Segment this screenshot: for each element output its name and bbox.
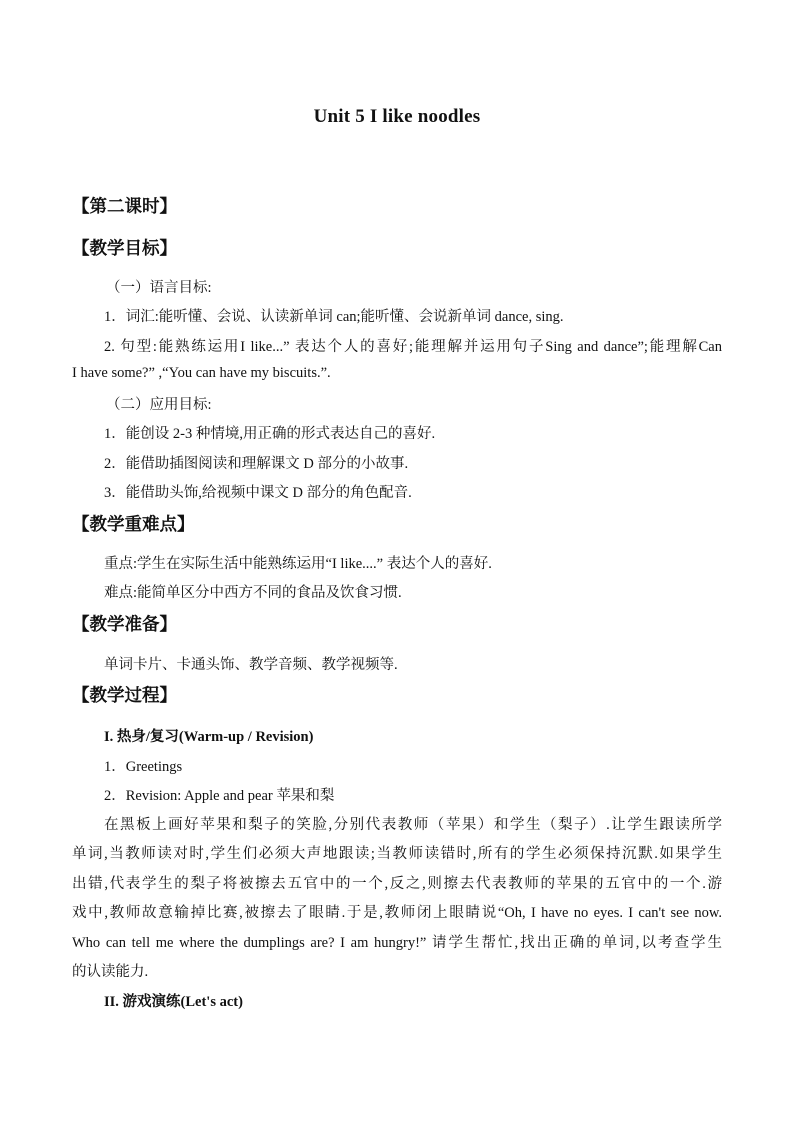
goals-app-2: 2．能借助插图阅读和理解课文 D 部分的小故事.	[104, 456, 409, 472]
key-point-difficulty: 难点:能简单区分中西方不同的食品及饮食习惯.	[104, 585, 402, 601]
process-step-1: 1．Greetings	[104, 759, 183, 775]
heading-prep: 【教学准备】	[72, 615, 177, 635]
goals-application-title: （二）应用目标:	[106, 397, 212, 413]
document-title: Unit 5 I like noodles	[313, 106, 481, 127]
process-paragraph-line-4: 戏中,教师故意输掉比赛,被擦去了眼睛.于是,教师闭上眼睛说“Oh, I have no eyes. I can't see now.	[72, 905, 722, 921]
process-section-2-title: II. 游戏演练(Let's act)	[104, 994, 243, 1010]
goals-item-2-line-2: I have some?” ,“You can have my biscuits.”.	[72, 365, 331, 381]
process-paragraph-line-3: 出错,代表学生的梨子将被擦去五官中的一个,反之,则擦去代表教师的苹果的五官中的一个.游	[72, 876, 722, 892]
process-section-1-title: I. 热身/复习(Warm-up / Revision)	[104, 729, 314, 745]
goals-app-1: 1．能创设 2-3 种情境,用正确的形式表达自己的喜好.	[104, 426, 436, 442]
heading-goals: 【教学目标】	[72, 239, 177, 259]
process-step-2: 2．Revision: Apple and pear 苹果和梨	[104, 788, 335, 804]
process-paragraph-line-1: 在黑板上画好苹果和梨子的笑脸,分别代表教师（苹果）和学生（梨子）.让学生跟读所学	[104, 817, 722, 833]
goals-app-3: 3．能借助头饰,给视频中课文 D 部分的角色配音.	[104, 485, 412, 501]
heading-lesson: 【第二课时】	[72, 197, 177, 217]
process-paragraph-line-2: 单词,当教师读对时,学生们必须大声地跟读;当教师读错时,所有的学生必须保持沉默.如果学生	[72, 846, 722, 862]
heading-key-points: 【教学重难点】	[72, 515, 195, 535]
prep-text: 单词卡片、卡通头饰、教学音频、教学视频等.	[104, 657, 398, 673]
key-point-focus: 重点:学生在实际生活中能熟练运用“I like....” 表达个人的喜好.	[104, 556, 492, 572]
goals-item-1: 1．词汇:能听懂、会说、认读新单词 can;能听懂、会说新单词 dance, sing.	[104, 309, 564, 325]
heading-process: 【教学过程】	[72, 686, 177, 706]
goals-item-2-line-1: 2. 句型:能熟练运用I like...” 表达个人的喜好;能理解并运用句子Sing and dance”;能理解Can	[104, 339, 722, 355]
process-paragraph-line-6: 的认读能力.	[72, 964, 149, 980]
process-paragraph-line-5: Who can tell me where the dumplings are? I am hungry!” 请学生帮忙,找出正确的单词,以考查学生	[72, 935, 722, 951]
goals-language-title: （一）语言目标:	[106, 280, 212, 296]
